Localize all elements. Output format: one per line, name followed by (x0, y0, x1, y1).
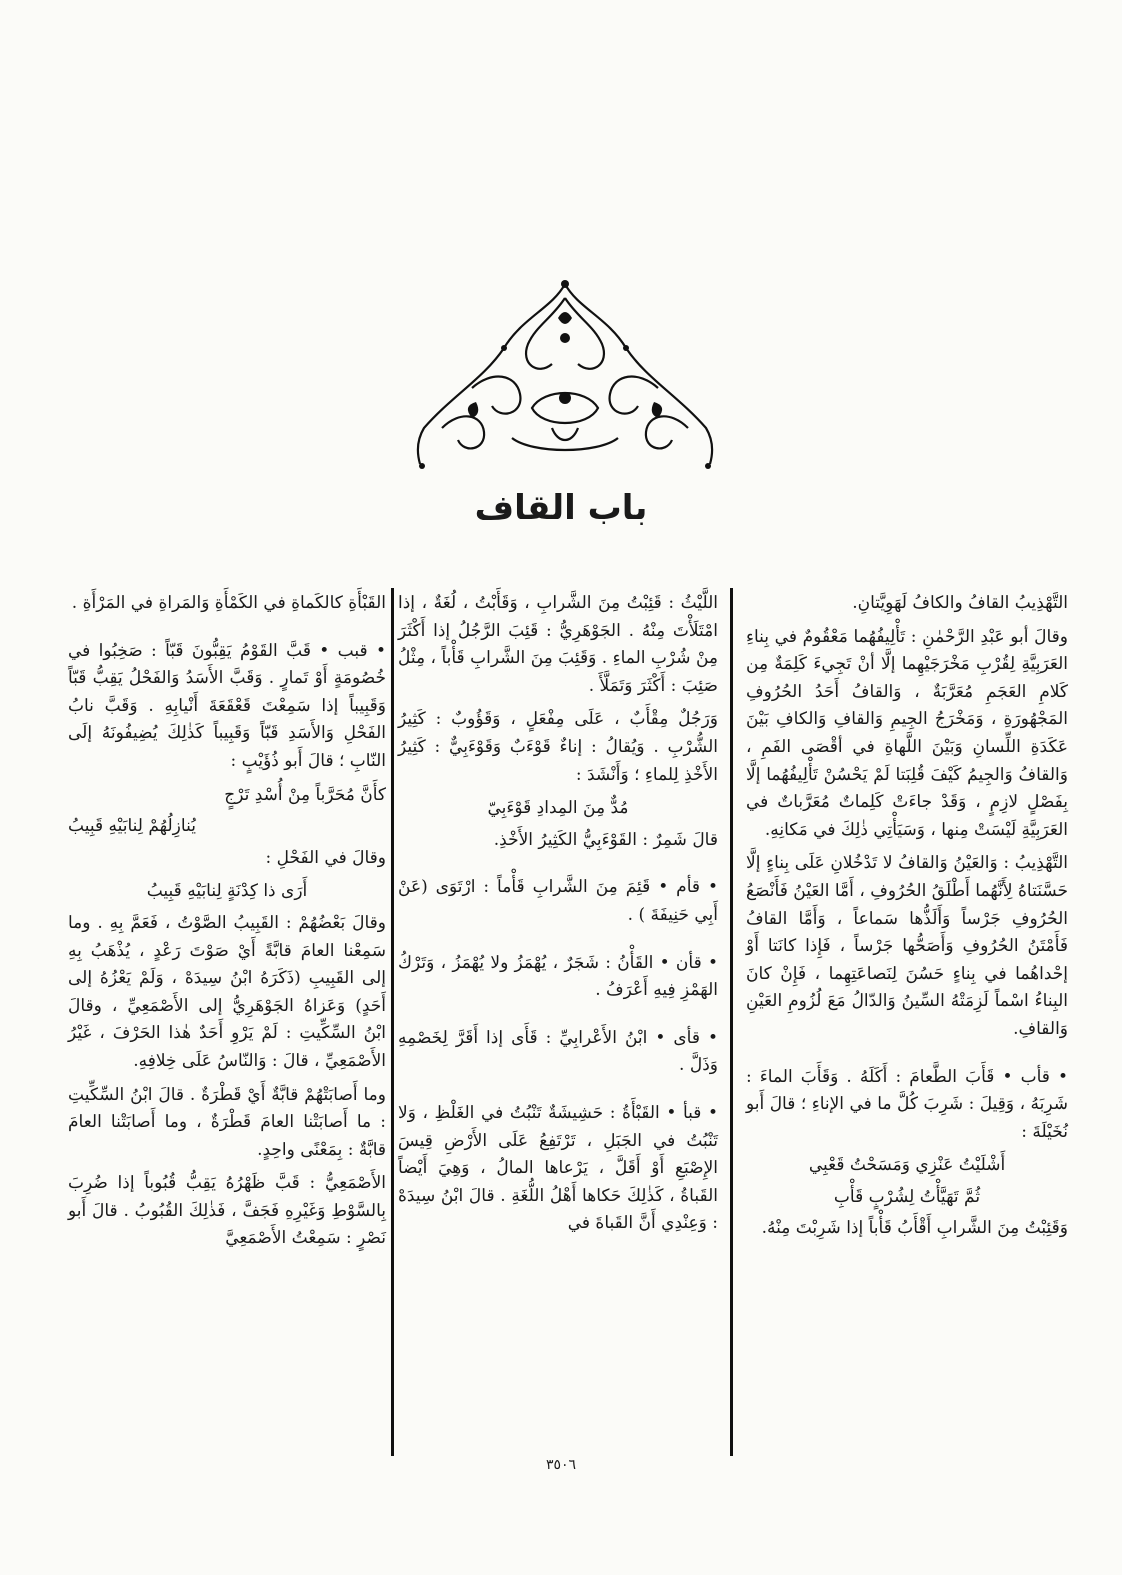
column-middle (398, 590, 718, 1244)
dictionary-entry: • قأى • ابْنُ الأَعْرابِيِّ : قَأَى إذا أَقَرَّ لِخَصْمِهِ وَذَلَّ . (398, 1027, 718, 1076)
dictionary-entry: • قأم • قَئِمَ مِنَ الشَّرابِ قَأْماً : ارْتَوَى (عَنْ أَبِي حَنِيفَةَ ) . (398, 877, 718, 925)
dictionary-entry: • قبأ • القَبْأَةُ : حَشِيشَةٌ تَنْبُتُ في الغَلْظِ ، وَلا تَنْبُتُ في الجَبَلِ ، تَرْتَفِعُ عَلَى الأَرْضِ قِيسَ الإِصْبَعِ أَوْ أَقَلَّ ، يَرْعاها المالُ ، وَهِيَ أَيْضاً القَباةُ ، كَذٰلِكَ حَكاها أَهْلُ اللُّغَةِ . قالَ ابْنُ سِيدَهْ : وَعِنْدِي أَنَّ القَباةَ في (398, 1102, 718, 1234)
paragraph: وقالَ أبو عَبْدِ الرَّحْمٰنِ : تَأْلِيفُهُما مَعْقُومٌ في بِناءِ العَرَبِيَّةِ لِقُرْبِ مَخْرَجَيْهِما إلَّا أنْ تَجِيءَ كَلِمَةٌ مِن كَلامِ العَجَمِ مُعَرَّبَةٌ ، وَالقافُ أَحَدُ الحُرُوفِ المَجْهُورَةِ ، وَمَخْرَجُ الجِيمِ وَالقافِ وَالكافِ بَيْنَ عَكَدَةِ اللِّسانِ وَبَيْنَ اللَّهاةِ في أقْصَى الفَمِ ، وَالقافُ وَالجِيمُ كَيْفَ قُلِبَتا لَمْ يَحْسُنْ تَأْلِيفُهُما إلَّا بِفَصْلٍ لازِمٍ ، وَقَدْ جاءَتْ كَلِماتٌ مُعَرَّباتٌ في العَرَبِيَّةِ لَيْسَتْ مِنها ، وَسَيَأْتِي ذٰلِكَ في مَكانِهِ. (746, 626, 1068, 840)
paragraph: القَبْأَةِ كالكَماةِ في الكَمْأَةِ وَالمَراةِ في المَرْأَةِ . (71, 593, 386, 613)
dictionary-entry: • قأن • القَأْنُ : شَجَرٌ ، يُهْمَزُ ولا يُهْمَزُ ، وَتَرْكُ الهَمْزِ فِيهِ أَعْرَفُ . (398, 952, 718, 1001)
column-divider (391, 588, 394, 1456)
chapter-title: باب القاف (474, 488, 648, 528)
verse-line: مُدٌّ مِنَ المِدادِ قَوْءَبِيّ (487, 798, 629, 819)
verse-line: ثُمَّ تَهَيَّأْتُ لِشُرْبٍ قَأْبِ (833, 1186, 981, 1207)
verse-line: أَرَى ذا كِدْنَةٍ لِنابَيْهِ قَبِيبُ (146, 881, 308, 902)
paragraph: وقالَ في الفَحْلِ : (265, 847, 386, 868)
paragraph: وَرَجُلٌ مِقْأَبٌ ، عَلَى مِفْعَلٍ ، وَقَؤُوبٌ : كَثِيرُ الشُّرْبِ . وَيُقالُ : إناءٌ قَوْءَبٌ وَقَوْءَبِيٌّ : كَثِيرُ الأَخْذِ لِلماءِ ؛ وَأَنْشَدَ : (398, 709, 718, 785)
dictionary-entry: • قأب • قَأَبَ الطَّعامَ : أَكَلَهُ . وَقَأَبَ الماءَ : شَرِبَهُ ، وَقِيلَ : شَرِبَ كُلَّ ما في الإناءِ ؛ قالَ أَبو نُخَيْلَةَ : (746, 1066, 1068, 1142)
headpiece-ornament (412, 278, 718, 472)
paragraph: وَقَئِبْتُ مِنَ الشَّرابِ أَقْأَبُ قَأْباً إذا شَرِبْتَ مِنْهُ. (761, 1218, 1068, 1239)
column-left (68, 590, 386, 1259)
column-right (746, 590, 1068, 1249)
verse-line: أَشْلَيْتُ عَنْزِي وَمَسَحْتُ قَعْبِي (808, 1155, 1006, 1176)
column-divider (730, 588, 733, 1456)
paragraph: التَّهْذِيبُ القافُ والكافُ لَهَوِيَّتانِ. (852, 593, 1068, 613)
dictionary-entry: • قبب • قَبَّ القَوْمُ يَقِبُّونَ قَبّاً : صَخِبُوا في خُصُومَةٍ أَوْ تَمارٍ . وَقَبَّ الأَسَدُ وَالفَحْلُ يَقِبُّ قَبّاً وَقَبِيباً إذا سَمِعْتَ قَعْقَعَةَ أَنْيابِهِ . وَقَبَّ نابُ الفَحْلِ وَالأَسَدِ قَبّاً وَقَبِيباً كَذٰلِكَ يُضِيفُونَهُ إلَى النّابِ ؛ قالَ أَبو ذُؤَيْبٍ : (68, 640, 386, 771)
paragraph: قالَ شَمِرٌ : القَوْءَبِيُّ الكَثِيرُ الأَخْذِ. (493, 829, 718, 850)
page-number: ٣٥٠٦ (545, 1457, 577, 1473)
verse-line: كأَنَّ مُحَرَّباً مِنْ أُسْدِ تَرْجٍ (224, 784, 386, 805)
paragraph: وقالَ بَعْضُهُمْ : القَبِيبُ الصَّوْتُ ، فَعَمَّ بِهِ . وما سَمِعْنا العامَ قابَّةً أَيْ صَوْتَ رَعْدٍ ، يُذْهَبُ بِهِ إلى القَبِيبِ (ذَكَرَهُ ابْنُ سِيدَهْ ، وَلَمْ يَعْزُهُ إلى أَحَدٍ) وَعَزاهُ الجَوْهَرِيُّ إلى الأَصْمَعِيِّ ، وقالَ ابْنُ السِّكِّيتِ : لَمْ يَرْوِ أَحَدٌ هٰذا الحَرْفَ ، غَيْرُ الأَصْمَعِيِّ ، قالَ : وَالنّاسُ عَلَى خِلافِهِ. (68, 912, 386, 1071)
verse-line: يُنازِلُهُمْ لِنابَيْهِ قَبِيبُ (68, 816, 196, 837)
paragraph: اللَّيْثُ : قَئِبْتُ مِنَ الشَّرابِ ، وَقَأَبْتُ ، لُغَةٌ ، إذا امْتَلَأْتَ مِنْهُ . الجَوْهَرِيُّ : قَئِبَ الرَّجُلُ إذا أَكْثَرَ مِنْ شُرْبِ الماءِ . وَقَئِبَ مِنَ الشَّرابِ قَأْباً ، مِثْلُ صَئِبَ : أَكْثَرَ وَتَمَلَّأَ . (398, 593, 718, 696)
paragraph: وما أَصابَتْهُمْ قابَّةٌ أَيْ قَطْرَةٌ . قالَ ابْنُ السِّكِّيتِ : ما أَصابَتْنا العامَ قَطْرَةٌ ، وما أَصابَتْنا العامَ قابَّةٌ : بِمَعْنًى واحِدٍ. (68, 1084, 386, 1160)
paragraph: التَّهْذِيبُ : وَالعَيْنُ وَالقافُ لا تَدْخُلانِ عَلَى بِناءٍ إلَّا حَسَّنَتاهُ لِأَنَّهُما أَطْلَقُ الحُرُوفِ ، أَمَّا العَيْنُ فَأَنْصَعُ الحُرُوفِ جَرْساً وَأَلَذُّها سَماعاً ، وَأَمَّا القافُ فَأَمْتَنُ الحُرُوفِ وَأَصَحُّها جَرْساً ، فَإِذا كانَتا أَوْ إحْداهُما في بِناءٍ حَسُنَ لِنَصاعَتِهِما ، فَإِنْ كانَ البِناءُ اسْماً لَزِمَتْهُ السِّينُ وَالدّالُ مَعَ لُزُومِ العَيْنِ وَالقافِ. (746, 853, 1068, 1039)
paragraph: الأَصْمَعِيُّ : قَبَّ ظَهْرُهُ يَقِبُّ قُبُوباً إذا ضُرِبَ بِالسَّوْطِ وَغَيْرِهِ فَجَفَّ ، فَذٰلِكَ القُبُوبُ . قالَ أَبو نَصْرٍ : سَمِعْتُ الأَصْمَعِيَّ (68, 1173, 386, 1249)
